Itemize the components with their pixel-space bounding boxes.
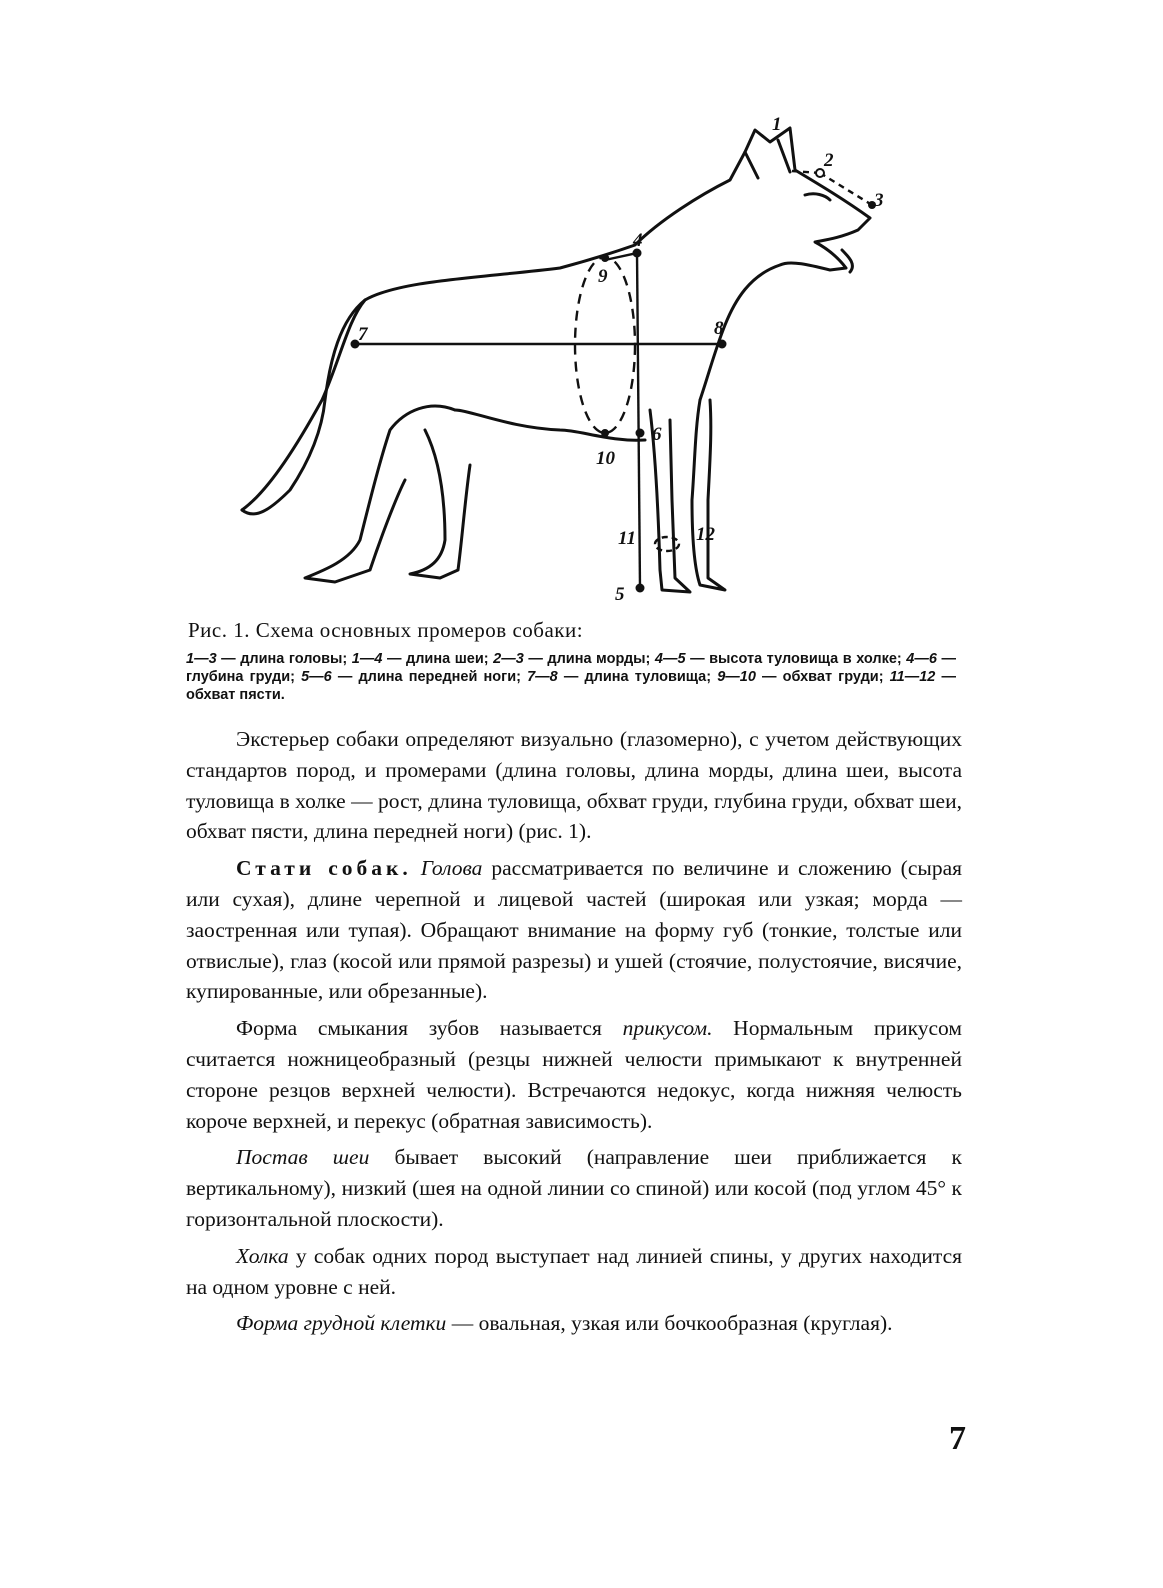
legend-text: — обхват груди; [755,669,890,685]
paragraph-bite [186,1013,962,1136]
paragraph-exterior: Экстерьер собаки определяют визуально (глазомерно), с учетом действующих стандартов пород, и промерами (длина головы, длина морды, длина шеи, высота туловища в холке — рост, длина туловища, обхват груди, глубина груди, обхват шеи, обхват пясти, длина передней ноги) (рис. 1). [186,727,962,844]
legend-text: — длина туловища; [557,669,718,685]
paragraph-neck [186,1142,962,1234]
paragraph-head [186,853,962,1007]
measurement-lines [355,171,872,588]
point-8 [718,340,727,349]
label-9: 9 [598,266,608,287]
legend-pair: 4—5 [654,651,686,667]
paragraph-withers-text: у собак одних пород выступает над линией спины, у других находится на одном уровне с ней. [186,1243,962,1299]
paragraph-head-text: рассматривается по величине и сложению (сырая или сухая), длине черепной и лицевой частей (широкая или узкая; морда — заостренная или тупая). Обращают внимание на форму губ (тонкие, толстые или отвислые), глаз (косой или прямой разрезы) и ушей (стоячие, полустоячие, висячие, купированные, или обрезанные). [186,856,963,1004]
label-7: 7 [358,324,368,345]
label-10: 10 [596,448,615,469]
measurement-labels [358,114,884,605]
label-5: 5 [615,584,625,605]
term-withers: Холка [236,1243,289,1268]
paragraph-chest-text: — овальная, узкая или бочкообразная (круглая). [446,1311,893,1336]
paragraph-withers [186,1241,962,1303]
point-6 [636,429,645,438]
term-chest: Форма грудной клетки [236,1311,447,1336]
legend-pair: 1—4 [351,651,383,667]
height-at-withers-line [637,253,640,588]
label-11: 11 [618,528,636,549]
label-12: 12 [696,524,715,545]
point-9 [601,254,609,262]
legend-text: — высота туловища в холке; [685,651,907,667]
label-8: 8 [714,318,724,339]
term-neck: Постав шеи [236,1145,370,1170]
legend-text: — длина головы; [216,651,352,667]
section-heading: Стати собак. [236,856,412,881]
legend-text: — длина шеи; [382,651,494,667]
legend-pair: 7—8 [527,669,558,685]
label-1: 1 [772,114,782,135]
legend-pair: 4—6 [906,651,937,667]
dog-silhouette [242,128,870,592]
paragraph-bite-text: Нормальным прикусом считается ножницеобразный (резцы нижней челюсти примыкают к внутренней стороне резцов верхней челюсти). Встречаются недокус, когда нижняя челюсть короче верхней, и перекус (обратная зависимость). [186,1016,963,1133]
paragraph-neck-text: бывает высокий (направление шеи приближается к вертикальному), низкий (шея на одной линии со спиной) или косой (под углом 45° к горизонтальной плоскости). [186,1145,962,1231]
legend-pair: 11—12 [889,669,936,685]
point-10 [601,429,609,437]
legend-pair: 1—3 [186,651,217,667]
point-2 [816,169,824,177]
figure-legend [186,650,956,704]
term-bite: прикусом. [622,1016,713,1041]
paragraph-bite-start: Форма смыкания зубов называется [236,1016,623,1041]
legend-pair: 2—3 [493,651,524,667]
label-6: 6 [652,424,662,445]
body-text [186,724,962,1339]
legend-pair: 5—6 [301,669,332,685]
page-number: 7 [949,1420,966,1457]
figure-caption-title: Рис. 1. Схема основных промеров собаки: [188,618,584,642]
term-head: Голова [420,856,483,881]
label-4: 4 [633,230,643,251]
label-3: 3 [874,190,884,211]
dog-measurement-figure [230,100,930,620]
legend-text: — длина передней ноги; [331,669,528,685]
legend-text: — обхват пясти. [186,669,956,703]
label-2: 2 [824,150,834,171]
legend-text: — глубина груди; [186,651,956,685]
dog-measurement-diagram [230,100,930,620]
paragraph-chest [186,1308,962,1339]
legend-text: — длина морды; [523,651,655,667]
legend-pair: 9—10 [717,669,756,685]
point-5 [636,584,645,593]
measurement-points [351,169,877,593]
